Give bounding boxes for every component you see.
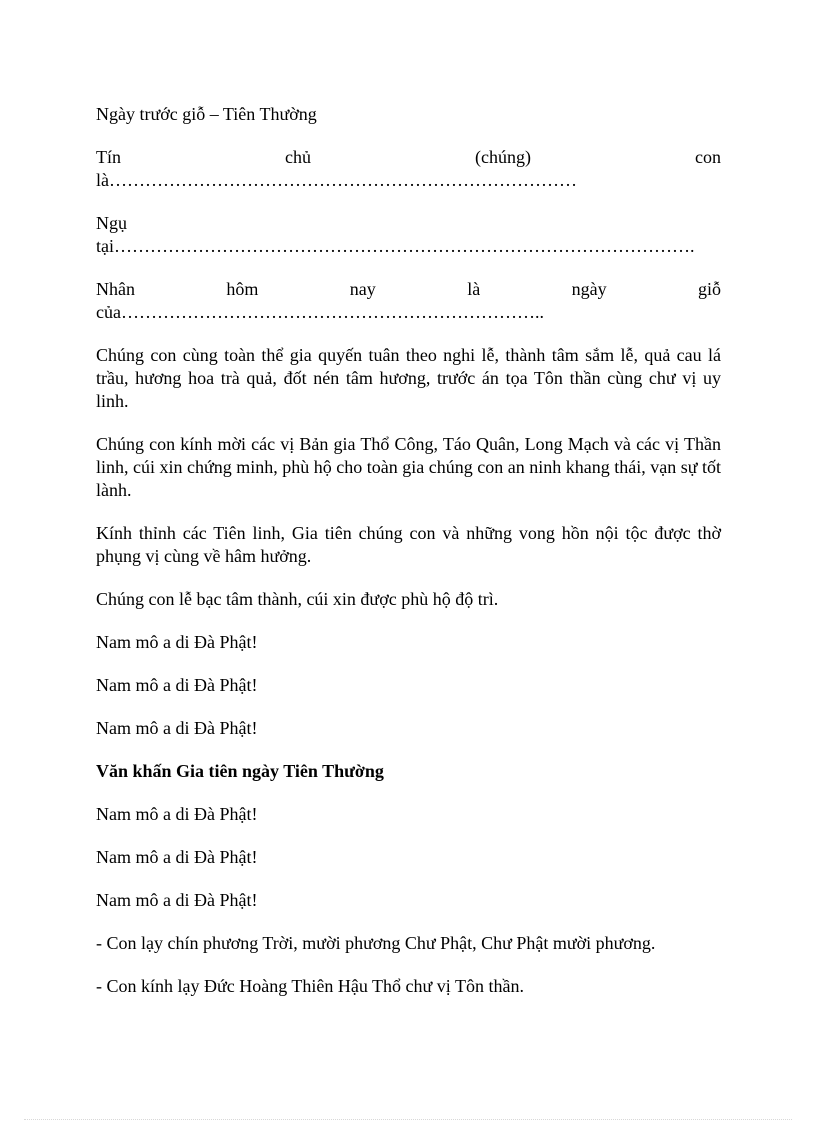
tin-chu-continuation: là…………………………………………………………………… [96, 170, 577, 190]
ngu-tai-line-2: tại……………………………………………………………………………………. [96, 236, 695, 256]
nhan-block [96, 278, 721, 324]
nhan-word: giỗ [697, 279, 721, 299]
paragraph-invitation: Chúng con kính mời các vị Bản gia Thổ Công, Táo Quân, Long Mạch và các vị Thần linh, cúi xin chứng minh, phù hộ cho toàn gia chúng con an ninh khang thái, vạn sự tốt lành. [96, 434, 721, 500]
tin-chu-block [96, 146, 721, 192]
bullet-line: - Con kính lạy Đức Hoàng Thiên Hậu Thổ chư vị Tôn thần. [96, 976, 524, 996]
paragraph-offering: Chúng con cùng toàn thể gia quyến tuân theo nghi lễ, thành tâm sắm lễ, quả cau lá trầu, hương hoa trà quả, đốt nén tâm hương, trước án tọa Tôn thần cùng chư vị uy linh. [96, 345, 721, 411]
nhan-word: hôm [226, 279, 259, 299]
section-title: Văn khấn Gia tiên ngày Tiên Thường [96, 761, 384, 781]
chant-line: Nam mô a di Đà Phật! [96, 847, 258, 867]
paragraph-blessing: Chúng con lễ bạc tâm thành, cúi xin được phù hộ độ trì. [96, 589, 499, 609]
nhan-word: nay [349, 279, 376, 299]
chant-line: Nam mô a di Đà Phật! [96, 675, 258, 695]
chant-line: Nam mô a di Đà Phật! [96, 718, 258, 738]
page-bottom-divider [24, 1119, 792, 1120]
bullet-line: - Con lạy chín phương Trời, mười phương Chư Phật, Chư Phật mười phương. [96, 933, 656, 953]
tin-chu-word: Tín [96, 147, 121, 167]
tin-chu-word: (chúng) [475, 147, 531, 167]
tin-chu-line [96, 146, 721, 169]
nhan-word: Nhân [96, 279, 135, 299]
document-body [96, 103, 721, 1018]
nhan-line [96, 278, 721, 301]
chant-line: Nam mô a di Đà Phật! [96, 804, 258, 824]
heading-line: Ngày trước giỗ – Tiên Thường [96, 104, 317, 124]
chant-line: Nam mô a di Đà Phật! [96, 890, 258, 910]
nhan-word: ngày [571, 279, 607, 299]
ngu-tai-block [96, 212, 721, 258]
ngu-tai-line-1: Ngụ [96, 213, 127, 233]
chant-line: Nam mô a di Đà Phật! [96, 632, 258, 652]
tin-chu-word: con [694, 147, 721, 167]
paragraph-ancestors: Kính thỉnh các Tiên linh, Gia tiên chúng con và những vong hồn nội tộc được thờ phụng vị cùng về hâm hưởng. [96, 523, 721, 566]
tin-chu-word: chủ [285, 147, 311, 167]
nhan-continuation: của…………………………………………………………….. [96, 302, 544, 322]
nhan-word: là [467, 279, 481, 299]
